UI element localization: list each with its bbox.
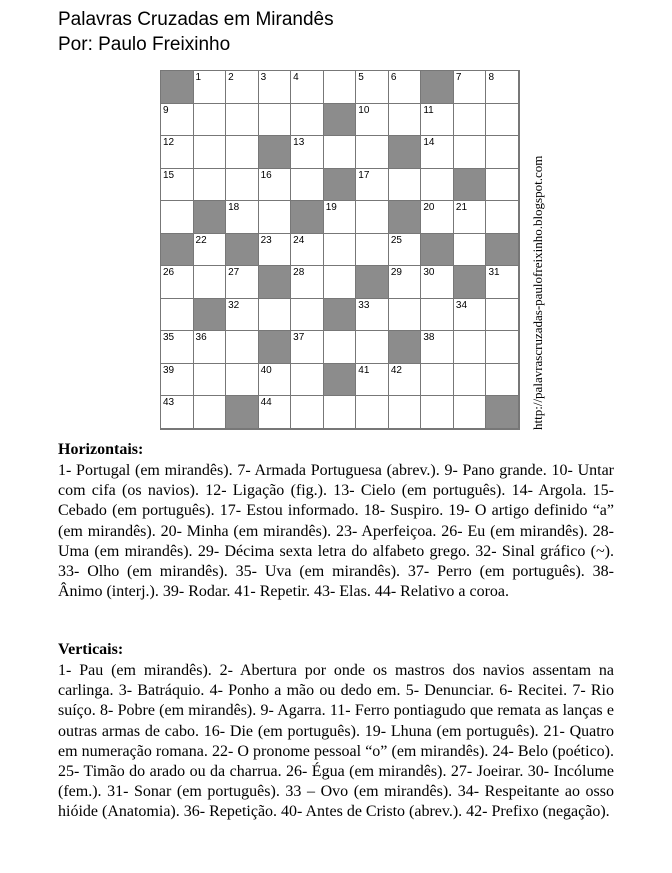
grid-cell[interactable] bbox=[324, 71, 357, 104]
grid-cell[interactable] bbox=[421, 136, 454, 169]
grid-cell[interactable] bbox=[194, 136, 227, 169]
grid-cell[interactable] bbox=[291, 266, 324, 299]
grid-cell[interactable] bbox=[421, 396, 454, 429]
clue-number: 23 bbox=[260, 234, 272, 246]
clue-number: 10 bbox=[358, 104, 370, 116]
clue-number: 16 bbox=[260, 169, 272, 181]
grid-cell[interactable] bbox=[356, 71, 389, 104]
clue-number: 38 bbox=[423, 332, 435, 344]
grid-cell[interactable] bbox=[486, 364, 519, 397]
grid-cell[interactable] bbox=[259, 104, 292, 137]
grid-cell[interactable] bbox=[486, 201, 519, 234]
clue-number: 29 bbox=[390, 267, 402, 279]
grid-cell[interactable] bbox=[324, 396, 357, 429]
grid-cell[interactable] bbox=[226, 364, 259, 397]
grid-cell[interactable] bbox=[356, 169, 389, 202]
grid-cell[interactable] bbox=[226, 201, 259, 234]
grid-cell[interactable] bbox=[161, 136, 194, 169]
grid-cell[interactable] bbox=[226, 331, 259, 364]
grid-cell[interactable] bbox=[486, 266, 519, 299]
clue-number: 42 bbox=[390, 364, 402, 376]
black-cell bbox=[259, 136, 292, 169]
crossword-grid bbox=[161, 71, 519, 429]
black-cell bbox=[324, 104, 357, 137]
black-cell bbox=[259, 331, 292, 364]
black-cell bbox=[194, 299, 227, 332]
grid-cell[interactable] bbox=[291, 136, 324, 169]
grid-cell[interactable] bbox=[356, 396, 389, 429]
grid-cell[interactable] bbox=[454, 364, 487, 397]
grid-cell[interactable] bbox=[324, 266, 357, 299]
black-cell bbox=[324, 299, 357, 332]
grid-cell[interactable] bbox=[421, 201, 454, 234]
grid-cell[interactable] bbox=[486, 71, 519, 104]
grid-cell[interactable] bbox=[389, 299, 422, 332]
clue-number: 30 bbox=[423, 267, 435, 279]
clue-number: 17 bbox=[358, 169, 370, 181]
black-cell bbox=[161, 234, 194, 267]
black-cell bbox=[324, 169, 357, 202]
grid-cell[interactable] bbox=[486, 136, 519, 169]
grid-cell[interactable] bbox=[389, 234, 422, 267]
grid-cell[interactable] bbox=[194, 104, 227, 137]
clue-number: 20 bbox=[423, 202, 435, 214]
clue-number: 37 bbox=[293, 332, 305, 344]
clue-number: 1 bbox=[195, 72, 202, 83]
page-title: Palavras Cruzadas em Mirandês bbox=[58, 9, 334, 30]
black-cell bbox=[324, 364, 357, 397]
clue-number: 28 bbox=[293, 267, 305, 279]
black-cell bbox=[454, 169, 487, 202]
blog-url: http://palavrascruzadas-paulofreixinho.blogspot.com bbox=[530, 155, 545, 430]
grid-cell[interactable] bbox=[389, 364, 422, 397]
grid-cell[interactable] bbox=[454, 201, 487, 234]
grid-cell[interactable] bbox=[259, 396, 292, 429]
clue-number: 11 bbox=[423, 104, 434, 116]
clue-number: 5 bbox=[358, 72, 364, 83]
clue-number: 19 bbox=[325, 202, 337, 214]
grid-cell[interactable] bbox=[389, 104, 422, 137]
clue-number: 35 bbox=[163, 332, 175, 344]
grid-cell[interactable] bbox=[259, 71, 292, 104]
grid-cell[interactable] bbox=[291, 104, 324, 137]
clue-number: 13 bbox=[293, 137, 305, 149]
grid-cell[interactable] bbox=[226, 71, 259, 104]
clue-number: 31 bbox=[488, 267, 500, 279]
grid-cell[interactable] bbox=[161, 266, 194, 299]
black-cell bbox=[356, 266, 389, 299]
clue-number: 12 bbox=[163, 137, 175, 149]
clue-number: 3 bbox=[260, 72, 267, 83]
grid-cell[interactable] bbox=[454, 71, 487, 104]
black-cell bbox=[421, 71, 454, 104]
black-cell bbox=[226, 234, 259, 267]
grid-cell[interactable] bbox=[259, 201, 292, 234]
clue-number: 44 bbox=[260, 397, 272, 409]
clue-number: 6 bbox=[390, 72, 397, 83]
grid-cell[interactable] bbox=[161, 299, 194, 332]
grid-cell[interactable] bbox=[259, 364, 292, 397]
grid-cell[interactable] bbox=[194, 331, 227, 364]
clue-number: 22 bbox=[195, 234, 207, 246]
clue-number: 32 bbox=[228, 299, 240, 311]
grid-cell[interactable] bbox=[291, 299, 324, 332]
black-cell bbox=[486, 396, 519, 429]
grid-cell[interactable] bbox=[324, 136, 357, 169]
clue-number: 34 bbox=[455, 299, 468, 311]
clue-number: 25 bbox=[390, 234, 402, 246]
grid-cell[interactable] bbox=[194, 71, 227, 104]
grid-cell[interactable] bbox=[161, 201, 194, 234]
grid-cell[interactable] bbox=[486, 331, 519, 364]
clue-number: 18 bbox=[228, 202, 240, 214]
clue-number: 4 bbox=[293, 72, 299, 83]
author-line: Por: Paulo Freixinho bbox=[58, 34, 231, 55]
grid-cell[interactable] bbox=[161, 331, 194, 364]
grid-cell[interactable] bbox=[324, 234, 357, 267]
grid-cell[interactable] bbox=[421, 266, 454, 299]
grid-cell[interactable] bbox=[454, 331, 487, 364]
grid-cell[interactable] bbox=[161, 364, 194, 397]
black-cell bbox=[486, 234, 519, 267]
grid-cell[interactable] bbox=[389, 266, 422, 299]
black-cell bbox=[259, 266, 292, 299]
grid-cell[interactable] bbox=[454, 234, 487, 267]
grid-cell[interactable] bbox=[454, 396, 487, 429]
grid-cell[interactable] bbox=[194, 169, 227, 202]
clue-number: 8 bbox=[488, 72, 495, 83]
grid-cell[interactable] bbox=[259, 169, 292, 202]
grid-cell[interactable] bbox=[454, 136, 487, 169]
grid-cell[interactable] bbox=[259, 299, 292, 332]
grid-cell[interactable] bbox=[486, 169, 519, 202]
horizontal-clues: 1- Portugal (em mirandês). 7- Armada Portuguesa (abrev.). 9- Pano grande. 10- Untar com cifa (os navios). 12- Ligação (fig.). 13- Cielo (em português). 14- Argola. 15- Cebado (em português). 17- Estou informado. 18- Suspiro. 19- O artigo definido “a” (em mirandês). 20- Minha (em mirandês). 23- Aperfeiçoa. 26- Eu (em mirandês). 28- Uma (em mirandês). 29- Décima sexta letra do alfabeto grego. 32- Sinal gráfico (~). 33- Olho (em mirandês). 35- Uva (em mirandês). 37- Perro (em português). 38- Ânimo (interj.). 39- Rodar. 41- Repetir. 43- Elas. 44- Relativo a coroa. bbox=[58, 462, 614, 601]
clue-number: 27 bbox=[228, 267, 240, 279]
grid-cell[interactable] bbox=[421, 331, 454, 364]
grid-cell[interactable] bbox=[291, 169, 324, 202]
grid-cell[interactable] bbox=[226, 299, 259, 332]
grid-cell[interactable] bbox=[194, 364, 227, 397]
grid-cell[interactable] bbox=[389, 71, 422, 104]
black-cell bbox=[194, 201, 227, 234]
clue-number: 33 bbox=[358, 299, 370, 311]
grid-cell[interactable] bbox=[161, 169, 194, 202]
grid-cell[interactable] bbox=[421, 299, 454, 332]
grid-cell[interactable] bbox=[454, 104, 487, 137]
grid-cell[interactable] bbox=[356, 136, 389, 169]
black-cell bbox=[389, 136, 422, 169]
clue-number: 41 bbox=[358, 364, 370, 376]
grid-cell[interactable] bbox=[259, 234, 292, 267]
black-cell bbox=[454, 266, 487, 299]
grid-cell[interactable] bbox=[356, 299, 389, 332]
clue-number: 15 bbox=[163, 169, 175, 181]
clue-number: 24 bbox=[293, 234, 305, 246]
grid-cell[interactable] bbox=[324, 331, 357, 364]
clue-number: 43 bbox=[163, 397, 175, 409]
grid-cell[interactable] bbox=[324, 201, 357, 234]
grid-cell[interactable] bbox=[291, 71, 324, 104]
black-cell bbox=[421, 234, 454, 267]
vertical-heading: Verticais: bbox=[58, 641, 124, 658]
clue-number: 26 bbox=[163, 267, 175, 279]
grid-cell[interactable] bbox=[194, 396, 227, 429]
black-cell bbox=[226, 396, 259, 429]
grid-cell[interactable] bbox=[291, 364, 324, 397]
black-cell bbox=[161, 71, 194, 104]
clue-number: 9 bbox=[163, 104, 169, 116]
clue-number: 40 bbox=[260, 364, 272, 376]
black-cell bbox=[389, 201, 422, 234]
grid-cell[interactable] bbox=[454, 299, 487, 332]
grid-cell[interactable] bbox=[356, 104, 389, 137]
grid-cell[interactable] bbox=[421, 169, 454, 202]
grid-cell[interactable] bbox=[161, 104, 194, 137]
black-cell bbox=[389, 331, 422, 364]
black-cell bbox=[291, 201, 324, 234]
clue-number: 39 bbox=[163, 364, 175, 376]
grid-cell[interactable] bbox=[194, 234, 227, 267]
grid-cell[interactable] bbox=[291, 396, 324, 429]
grid-cell[interactable] bbox=[486, 104, 519, 137]
horizontal-heading: Horizontais: bbox=[58, 441, 144, 458]
grid-cell[interactable] bbox=[194, 266, 227, 299]
grid-cell[interactable] bbox=[226, 266, 259, 299]
grid-cell[interactable] bbox=[226, 136, 259, 169]
grid-cell[interactable] bbox=[356, 234, 389, 267]
grid-cell[interactable] bbox=[291, 234, 324, 267]
grid-cell[interactable] bbox=[161, 396, 194, 429]
grid-cell[interactable] bbox=[356, 201, 389, 234]
clue-number: 21 bbox=[455, 202, 468, 214]
grid-cell[interactable] bbox=[421, 364, 454, 397]
grid-cell[interactable] bbox=[486, 299, 519, 332]
grid-cell[interactable] bbox=[421, 104, 454, 137]
clue-number: 36 bbox=[195, 332, 207, 344]
clue-number: 14 bbox=[423, 137, 435, 149]
clue-number: 2 bbox=[228, 72, 234, 83]
grid-cell[interactable] bbox=[389, 396, 422, 429]
clue-number: 7 bbox=[455, 72, 462, 83]
vertical-clues: 1- Pau (em mirandês). 2- Abertura por onde os mastros dos navios assentam na carlinga. 3- Batráquio. 4- Ponho a mão ou dedo em. 5- Denunciar. 6- Recitei. 7- Rio suíço. 8- Pobre (em mirandês). 9- Agarra. 11- Ferro pontiagudo que remata as lanças e outras armas de cabo. 16- Die (em português). 19- Lhuna (em português). 21- Quatro em numeração romana. 22- O pronome pessoal “o” (em mirandês). 24- Belo (poético). 25- Timão do arado ou da charrua. 26- Égua (em mirandês). 27- Joeirar. 30- Incólume (fem.). 31- Sonar (em português). 33 – Ovo (em mirandês). 34- Respeitante ao osso hióide (Anatomia). 36- Repetição. 40- Antes de Cristo (abrev.). 42- Prefixo (negação). bbox=[58, 662, 614, 821]
grid-cell[interactable] bbox=[291, 331, 324, 364]
grid-cell[interactable] bbox=[389, 169, 422, 202]
grid-cell[interactable] bbox=[226, 104, 259, 137]
grid-cell[interactable] bbox=[226, 169, 259, 202]
grid-cell[interactable] bbox=[356, 364, 389, 397]
grid-cell[interactable] bbox=[356, 331, 389, 364]
